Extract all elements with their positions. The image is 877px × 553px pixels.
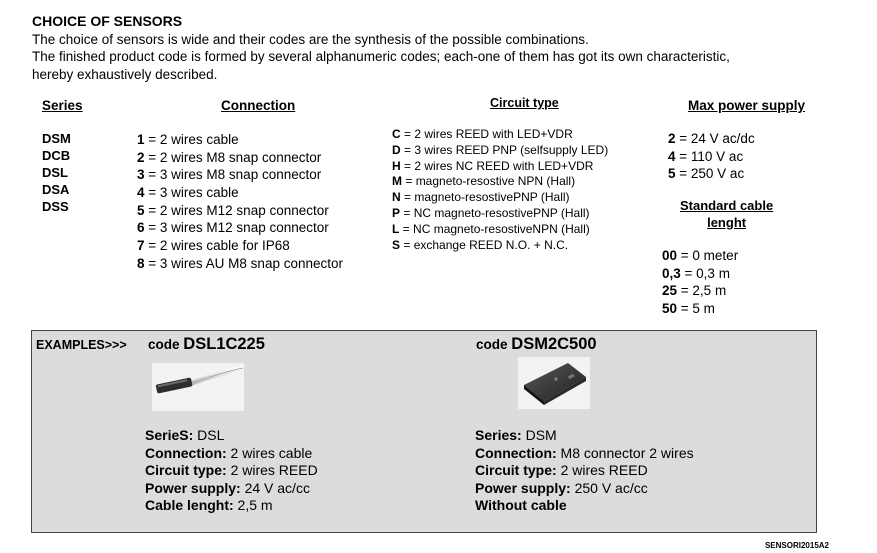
equals-sign: =	[144, 132, 160, 147]
power-code: 4	[668, 148, 676, 164]
power-item	[668, 165, 755, 183]
power-code: 5	[668, 166, 676, 181]
series-item: DCB	[42, 148, 71, 163]
connection-code: 5	[137, 202, 145, 218]
detail-label: SerieS:	[145, 427, 194, 443]
document-code: SENSORI2015A2	[764, 541, 829, 550]
detail-value: DSL	[193, 427, 225, 443]
equals-sign: =	[400, 190, 415, 205]
equals-sign: =	[144, 238, 160, 254]
equals-sign: =	[144, 220, 160, 236]
connection-item	[137, 237, 343, 255]
equals-sign: =	[400, 127, 415, 141]
detail-label: Power supply:	[475, 479, 571, 496]
example-1-code-value: DSL1C225	[183, 335, 265, 353]
connection-text: 3 wires M8 snap connector	[159, 167, 322, 183]
connection-item	[137, 184, 343, 202]
power-supply-list	[668, 130, 755, 183]
connection-code: 7	[137, 238, 145, 254]
series-item: DSA	[42, 182, 70, 197]
example-1-code	[148, 335, 265, 354]
connection-code: 4	[137, 185, 145, 201]
block-sensor-icon	[518, 357, 590, 409]
detail-value: 250 V ac/cc	[570, 479, 648, 496]
circuit-code: S	[392, 237, 401, 252]
detail-value: 24 V ac/cc	[240, 479, 310, 496]
circuit-text: magneto-resostive NPN (Hall)	[415, 174, 576, 189]
circuit-code: L	[392, 221, 400, 236]
equals-sign: =	[144, 149, 160, 165]
example-1-details	[145, 427, 318, 515]
equals-sign: =	[677, 300, 693, 316]
equals-sign: =	[400, 237, 414, 252]
circuit-code: M	[392, 174, 402, 189]
circuit-text: exchange REED N.O. + N.C.	[413, 237, 569, 252]
code-word: code	[476, 337, 508, 352]
circuit-code: H	[392, 158, 401, 173]
circuit-code: C	[392, 127, 401, 141]
connection-heading: Connection	[221, 98, 296, 113]
cable-sensor-icon	[152, 363, 244, 411]
connection-item	[137, 149, 343, 167]
detail-label: Connection:	[475, 444, 557, 461]
example-2-code	[476, 335, 597, 354]
connection-text: 2 wires cable	[159, 132, 239, 147]
connection-item	[137, 131, 343, 149]
cable-text: 2,5 m	[692, 283, 727, 298]
detail-label: Power supply:	[145, 479, 241, 496]
connection-code: 6	[137, 220, 145, 236]
cable-code: 00	[662, 248, 678, 263]
series-item: DSM	[42, 131, 71, 146]
power-text: 250 V ac	[690, 166, 745, 181]
series-list	[42, 130, 71, 215]
detail-row	[145, 497, 318, 515]
equals-sign: =	[675, 131, 691, 146]
examples-label: EXAMPLES>>>	[36, 338, 127, 352]
circuit-item	[392, 127, 608, 143]
circuit-item	[392, 238, 608, 254]
detail-row	[475, 497, 694, 515]
equals-sign: =	[400, 142, 415, 157]
detail-value: DSM	[521, 427, 557, 443]
circuit-type-list	[392, 127, 608, 253]
circuit-type-heading: Circuit type	[490, 96, 559, 110]
equals-sign: =	[399, 221, 414, 236]
page-title: CHOICE OF SENSORS	[32, 13, 183, 29]
detail-value: 2 wires REED	[556, 462, 648, 478]
cable-item	[662, 265, 738, 283]
series-item: DSS	[42, 199, 69, 214]
max-power-heading: Max power supply	[688, 98, 806, 113]
detail-row	[475, 427, 694, 445]
cable-heading-line-1: Standard cable	[680, 198, 774, 213]
cable-item	[662, 300, 738, 318]
circuit-code: D	[392, 142, 401, 157]
cable-text: 0 meter	[692, 248, 739, 263]
equals-sign: =	[144, 202, 160, 218]
equals-sign: =	[400, 158, 415, 173]
connection-item	[137, 219, 343, 237]
connection-code: 3	[137, 167, 145, 183]
cable-text: 5 m	[692, 300, 715, 316]
circuit-item	[392, 222, 608, 238]
equals-sign: =	[680, 265, 697, 281]
detail-label: Connection:	[145, 444, 227, 461]
connection-list	[137, 131, 343, 273]
intro-line-2: The finished product code is formed by several alphanumeric codes; each-one of them has got its own characteristic,	[32, 49, 730, 64]
cable-length-heading	[680, 197, 773, 231]
circuit-text: 2 wires REED with LED+VDR	[414, 127, 573, 141]
detail-row	[475, 445, 694, 463]
detail-value: M8 connector 2 wires	[556, 444, 694, 461]
connection-text: 3 wires AU M8 snap connector	[159, 255, 343, 271]
connection-code: 1	[137, 132, 145, 147]
cable-item	[662, 247, 738, 265]
power-text: 110 V ac	[690, 148, 744, 164]
connection-code: 2	[137, 149, 145, 165]
detail-row	[145, 427, 318, 445]
connection-text: 2 wires cable for IP68	[159, 238, 290, 254]
power-item	[668, 130, 755, 148]
equals-sign: =	[400, 205, 414, 220]
detail-row	[145, 462, 318, 480]
equals-sign: =	[677, 248, 693, 263]
detail-label: Series:	[475, 427, 522, 443]
power-code: 2	[668, 131, 676, 146]
detail-label: Circuit type:	[475, 462, 557, 478]
equals-sign: =	[144, 255, 160, 271]
connection-item	[137, 166, 343, 184]
cable-code: 50	[662, 300, 678, 316]
detail-value: 2 wires cable	[226, 444, 313, 461]
connection-text: 2 wires M8 snap connector	[159, 149, 322, 165]
connection-text: 3 wires cable	[159, 185, 239, 201]
detail-label: Without cable	[475, 497, 567, 513]
cable-item	[662, 282, 738, 300]
connection-item	[137, 255, 343, 273]
connection-item	[137, 202, 343, 220]
power-item	[668, 148, 755, 166]
circuit-code: N	[392, 190, 401, 205]
circuit-text: NC magneto-resostivePNP (Hall)	[413, 205, 590, 220]
equals-sign: =	[144, 185, 160, 201]
circuit-item	[392, 174, 608, 190]
circuit-text: 3 wires REED PNP (selfsupply LED)	[414, 142, 609, 157]
examples-panel	[31, 330, 817, 533]
cable-text: 0,3 m	[696, 265, 730, 281]
detail-label: Circuit type:	[145, 462, 227, 478]
equals-sign: =	[144, 167, 160, 183]
connection-text: 2 wires M12 snap connector	[159, 202, 329, 218]
circuit-text: 2 wires NC REED with LED+VDR	[414, 158, 594, 173]
series-heading: Series	[42, 98, 83, 113]
detail-row	[475, 462, 694, 480]
code-word: code	[148, 337, 180, 352]
detail-value: 2 wires REED	[226, 462, 318, 478]
example-2-code-value: DSM2C500	[511, 335, 597, 353]
circuit-text: magneto-resostivePNP (Hall)	[414, 190, 570, 205]
detail-label: Cable lenght:	[145, 497, 234, 513]
example-2-details	[475, 427, 694, 515]
circuit-text: NC magneto-resostiveNPN (Hall)	[413, 221, 590, 236]
circuit-code: P	[392, 205, 401, 220]
connection-text: 3 wires M12 snap connector	[159, 220, 329, 236]
cable-length-list	[662, 247, 738, 317]
detail-row	[145, 445, 318, 463]
circuit-item	[392, 143, 608, 159]
equals-sign: =	[677, 283, 693, 298]
detail-row	[475, 480, 694, 498]
circuit-item	[392, 159, 608, 175]
connection-code: 8	[137, 255, 145, 271]
cable-code: 0,3	[662, 265, 681, 281]
intro-line-1: The choice of sensors is wide and their codes are the synthesis of the possible combinations.	[32, 32, 589, 47]
detail-row	[145, 480, 318, 498]
circuit-item	[392, 190, 608, 206]
equals-sign: =	[675, 166, 691, 181]
series-item: DSL	[42, 165, 68, 180]
power-text: 24 V ac/dc	[690, 131, 755, 146]
cable-heading-line-2: lenght	[707, 215, 747, 230]
detail-value: 2,5 m	[233, 497, 273, 513]
circuit-item	[392, 206, 608, 222]
equals-sign: =	[675, 148, 691, 164]
cable-code: 25	[662, 283, 678, 298]
intro-line-3: hereby exhaustively described.	[32, 67, 218, 82]
equals-sign: =	[402, 174, 416, 189]
